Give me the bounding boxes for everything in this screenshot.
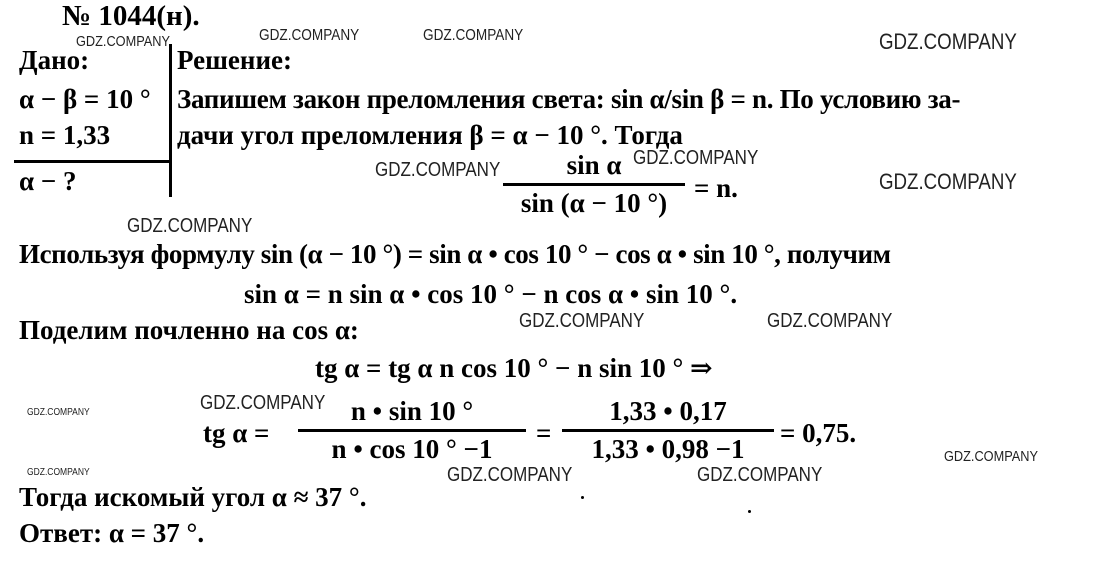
fraction-numerator: sin α [566, 150, 622, 180]
fraction-numeric [562, 398, 774, 463]
fraction-bar [503, 183, 685, 186]
watermark: GDZ.COMPANY [944, 448, 1038, 465]
watermark: GDZ.COMPANY [76, 33, 170, 50]
solution-label: Решение: [177, 45, 292, 75]
watermark: GDZ.COMPANY [375, 159, 501, 181]
fraction-rhs: = n. [694, 173, 738, 203]
fraction-denominator: sin (α − 10 °) [520, 188, 668, 218]
watermark: GDZ.COMPANY [27, 467, 90, 478]
fraction-denominator: n • cos 10 ° −1 [331, 434, 493, 464]
watermark: GDZ.COMPANY [879, 29, 1017, 54]
solution-line: дачи угол преломления β = α − 10 °. Тогда [177, 120, 683, 150]
watermark: GDZ.COMPANY [519, 310, 645, 332]
fraction-tangent [298, 398, 526, 463]
watermark: GDZ.COMPANY [200, 392, 326, 414]
watermark: GDZ.COMPANY [27, 407, 90, 418]
solution-line: sin α = n sin α • cos 10 ° − n cos α • sin 10 °. [244, 279, 738, 309]
watermark: GDZ.COMPANY [447, 464, 573, 486]
equals-sign: = [536, 418, 552, 448]
watermark: GDZ.COMPANY [127, 215, 253, 237]
solution-line: Используя формулу sin (α − 10 °) = sin α • cos 10 ° − cos α • sin 10 °, получим [19, 239, 891, 269]
tangent-lhs: tg α = [203, 418, 270, 448]
fraction-bar [298, 429, 526, 432]
scan-speck [581, 496, 584, 499]
answer-line: Ответ: α = 37 °. [19, 518, 205, 548]
watermark: GDZ.COMPANY [633, 147, 759, 169]
fraction-denominator: 1,33 • 0,98 −1 [591, 434, 745, 464]
fraction-bar [562, 429, 774, 432]
find-line: α − ? [19, 166, 77, 196]
fraction-numerator: 1,33 • 0,17 [609, 396, 727, 426]
solution-line: tg α = tg α n cos 10 ° − n sin 10 ° ⇒ [315, 353, 713, 383]
solution-line: Поделим почленно на cos α: [19, 315, 359, 345]
watermark: GDZ.COMPANY [423, 27, 524, 44]
watermark: GDZ.COMPANY [697, 464, 823, 486]
conclusion-line: Тогда искомый угол α ≈ 37 °. [19, 482, 367, 512]
given-label: Дано: [19, 45, 90, 75]
fraction-rhs: = 0,75. [780, 418, 857, 448]
solution-line: Запишем закон преломления света: sin α/sin β = n. По условию за- [177, 84, 961, 114]
problem-number: № 1044(н). [62, 0, 200, 32]
watermark: GDZ.COMPANY [259, 27, 360, 44]
watermark: GDZ.COMPANY [767, 310, 893, 332]
scan-speck [748, 510, 751, 513]
given-divider-horizontal [14, 160, 170, 163]
given-divider-vertical [169, 44, 172, 197]
watermark: GDZ.COMPANY [879, 169, 1017, 194]
given-line: n = 1,33 [19, 120, 111, 150]
fraction-numerator: n • sin 10 ° [350, 396, 474, 426]
given-line: α − β = 10 ° [19, 84, 151, 114]
